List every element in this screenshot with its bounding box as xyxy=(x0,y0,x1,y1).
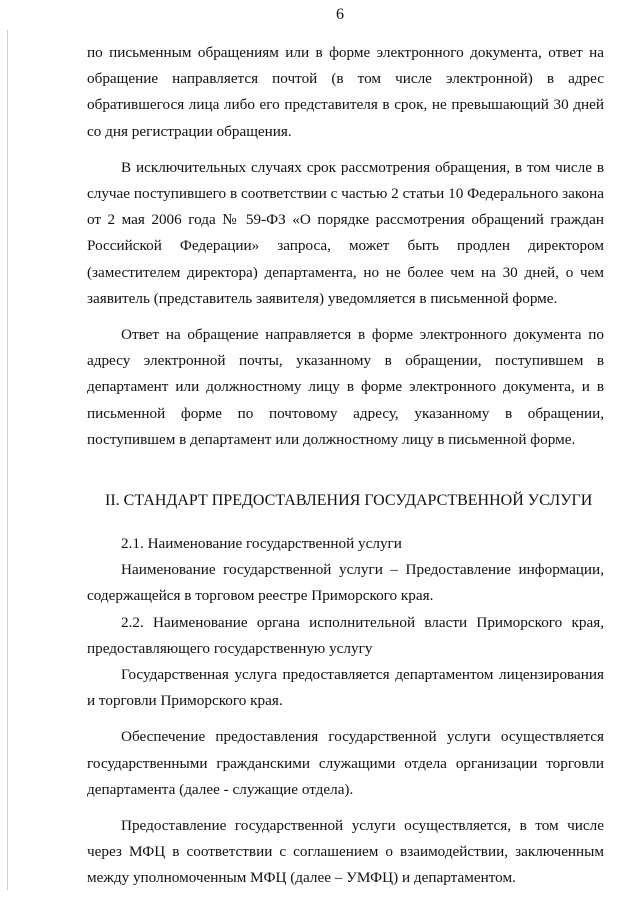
page-number: 6 xyxy=(336,6,344,23)
paragraph-staff: Обеспечение предоставления государственной услуги осуществляется государственными гражданскими служащими отдела организации торговли департамента (далее - служащие отдела). xyxy=(87,728,604,798)
paragraph-continuation: по письменным обращениям или в форме электронного документа, ответ на обращение направляется почтой (в том числе электронной) в адрес обратившегося лица либо его представителя в срок, не превышающий 30 дней со дня регистрации обращения. xyxy=(87,44,604,140)
page-edge-line xyxy=(7,30,8,890)
subsection-title-2-2: 2.2. Наименование органа исполнительной власти Приморского края, предоставляющего государственную услугу xyxy=(87,613,604,657)
paragraph-service-name: Наименование государственной услуги – Предоставление информации, содержащейся в торговом реестре Приморского края. xyxy=(87,561,604,605)
paragraph-extension-term: В исключительных случаях срок рассмотрения обращения, в том числе в случае поступившего в соответствии с частью 2 статьи 10 Федерального закона от 2 мая 2006 года № 59-ФЗ «О порядке рассмотрения обращений граждан Российской Федерации» запроса, может быть продлен директором (заместителем директора) департамента, но не более чем на 30 дней, о чем заявитель (представитель заявителя) уведомляется в письменной форме. xyxy=(87,158,604,307)
paragraph-mfc: Предоставление государственной услуги осуществляется, в том числе через МФЦ в соответствии с соглашением о взаимодействии, заключенным между уполномоченным МФЦ (далее – УМФЦ) и департаментом. xyxy=(87,817,604,887)
subsection-title-2-1: 2.1. Наименование государственной услуги xyxy=(121,535,402,553)
paragraph-response-format: Ответ на обращение направляется в форме электронного документа по адресу электронной почты, указанному в обращении, поступившем в департамент или должностному лицу в форме электронного документа, и в письменной форме по почтовому адресу, указанному в обращении, поступившем в департамент или должностному лицу в письменной форме. xyxy=(87,326,604,448)
document-body xyxy=(87,40,604,892)
paragraph-provider: Государственная услуга предоставляется департаментом лицензирования и торговли Приморского края. xyxy=(87,666,604,710)
section-heading: II. СТАНДАРТ ПРЕДОСТАВЛЕНИЯ ГОСУДАРСТВЕННОЙ УСЛУГИ xyxy=(105,492,593,510)
